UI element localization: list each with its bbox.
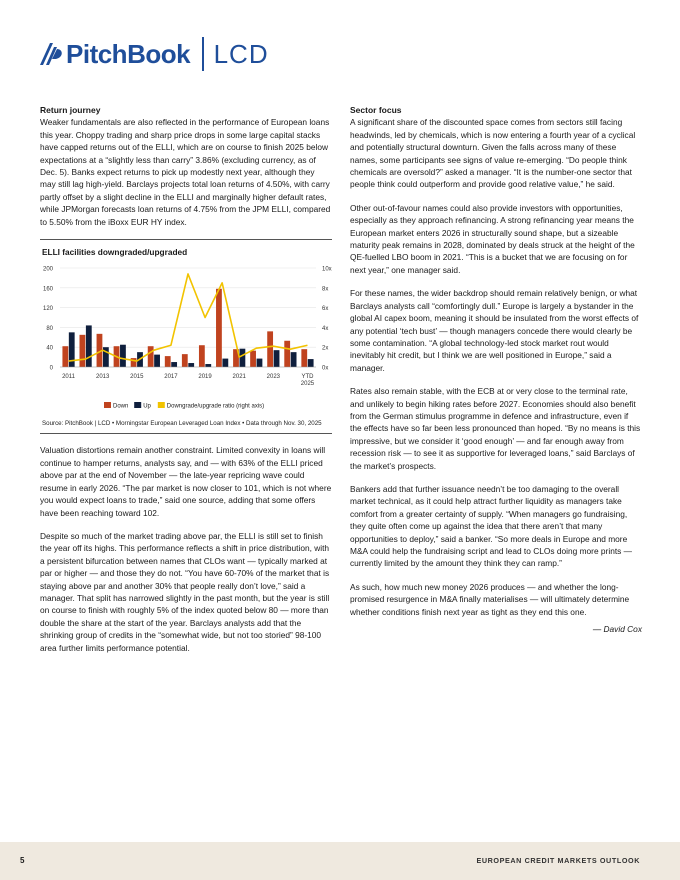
bar-up — [86, 326, 92, 368]
bar-down — [148, 347, 154, 368]
bar-up — [69, 333, 75, 368]
bar-down — [165, 357, 171, 368]
paragraph: Rates also remain stable, with the ECB at or very close to the terminal rate, and unlikely to begin hiking rates before 2027. Economies should also benefit from the German stimulus programme in defence and infrastructure, even if the effects have so far been less pronounced than hoped. “By no means is this impressive, but we consider it ‘good enough’ — and far enough away from recession risk — to see it as supportive for leveraged loans,” said Barclays of the market’s prospects. — [350, 386, 641, 471]
x-axis-tick-label: YTD 2025 — [300, 374, 315, 388]
paragraph: Valuation distortions remain another constraint. Limited convexity in loans will continue to hamper returns, analysts say, and — with 63% of the ELLI priced above par at the end of November — the late-year repricing wave could resume in early 2026. “The par market is now closer to 101, which is not where you would expect loans to trade,” said one source, adding that some offers have been reaching toward 102. — [40, 445, 332, 518]
page-footer — [0, 842, 680, 880]
y-axis-tick-label: 200 — [42, 266, 53, 273]
section-heading-return-journey: Return journey — [40, 105, 101, 115]
legend-label: Down — [113, 403, 129, 410]
chart-plot — [40, 260, 332, 418]
paragraph: A significant share of the discounted space comes from sectors still facing headwinds, led by chemicals, which is now entering a fourth year of a cyclical and potentially structural downturn. Given the falls across many of these names, some participants see signs of value re-emerging. “Do people think chemicals are oversold?” asked a manager. “It is the number-one sector that people think could outperform and provide good relative value,” he said. — [350, 117, 636, 190]
bar-up — [120, 345, 126, 367]
section-heading-sector-focus: Sector focus — [350, 105, 402, 115]
y2-axis-tick-label: 8x — [322, 286, 329, 293]
paragraph: For these names, the wider backdrop should remain relatively benign, or what Barclays analysts call “comfortingly dull.” Europe is largely a bystander in the global AI capex boom, meaning it should be insulated from the worst effects of any potential ‘tech bust’ — though managers concede there would clearly be some contamination. “A global technology-led stock market rout would inevitably hit credit, but I think we are well positioned in Europe,” said a manager. — [350, 288, 639, 373]
x-axis-tick-label: 2017 — [164, 374, 178, 381]
paragraph: Weaker fundamentals are also reflected in the performance of European loans this year. Choppy trading and sharp price drops in some large capital stacks have capped returns out of the ELLI, which are on course to finish 2025 below expectations at a “slightly less than carry” 3.86% (excluding currency, as of Dec. 5). Banks expect returns to pick up modestly next year, although they may still lag high-yield. Barclays projects total loan returns of 4.50%, with carry partly offset by a slight decline in the ELLI and marginally higher default rates, while JPMorgan forecasts loan returns of 4.75% from the JPM ELLI, compared to 5.50% from the iBoxx EUR HY index. — [40, 117, 331, 227]
bar-up — [274, 351, 280, 368]
bar-up — [257, 359, 263, 367]
bar-down — [182, 355, 188, 368]
bar-up — [308, 360, 314, 368]
x-axis-tick-label: 2013 — [95, 374, 110, 381]
paragraph: As such, how much new money 2026 produces — and whether the long-promised resurgence in M&A finally materialises — will ultimately determine whether conditions finish next year as tight as they end this one. — [350, 581, 630, 617]
x-axis-tick-label: 2015 — [130, 374, 144, 381]
chart-figure — [40, 239, 332, 434]
y-axis-tick-label: 120 — [42, 306, 53, 313]
bar-up — [154, 355, 160, 367]
y-axis-tick-label: 0 — [49, 365, 53, 372]
author-byline: — David Cox — [592, 624, 642, 635]
bar-down — [216, 289, 222, 367]
bar-up — [222, 359, 228, 367]
publication-title: EUROPEAN CREDIT MARKETS OUTLOOK — [476, 856, 640, 865]
x-axis-tick-label: 2021 — [232, 374, 246, 381]
y2-axis-tick-label: 2x — [322, 346, 329, 353]
bar-down — [284, 341, 290, 367]
bar-down — [62, 347, 68, 368]
bar-down — [199, 346, 205, 368]
y-axis-tick-label: 40 — [46, 346, 53, 353]
logo-divider — [202, 37, 204, 71]
paragraph: Despite so much of the market trading above par, the ELLI is still set to finish the year off its highs. This performance reflects a shift in price distribution, with a persistent bifurcation between names that CLOs want — typically marked at par or higher — and those they do not. “You have 60-70% of the market that is staying above par and another 30% that people really don’t love,” said a manager. That split has narrowed slightly in the past month, but the year is still on course to finish with roughly 5% of the index quoted below 80 — more than double the share at the start of the year. Barclays analysts add that the shrinking group of credits in the “somewhat wide, but not too storied” 98-100 area further limits performance potential. — [40, 530, 330, 653]
x-axis-tick-label: 2023 — [266, 374, 281, 381]
y2-axis-tick-label: 6x — [322, 306, 329, 313]
legend-swatch — [158, 402, 165, 408]
bar-down — [301, 350, 307, 368]
pitchbook-lcd-logo — [38, 34, 269, 74]
product-name: LCD — [213, 38, 269, 69]
x-axis-tick-label: 2011 — [62, 374, 75, 381]
bar-up — [188, 364, 194, 368]
bar-down — [79, 335, 85, 367]
paragraph: Other out-of-favour names could also provide investors with opportunities, especially as they approach refinancing. A strong refinancing year means the European market enters 2026 in structurally sound shape, but a sizeable maturity peak remains in 2028, dominated by deals struck at the height of the QE-fuelled LBO boom in 2021. “This is a bucket that we are focusing on for next year,” one manager said. — [350, 202, 635, 275]
bar-down — [250, 351, 256, 367]
y-axis-tick-label: 160 — [42, 286, 53, 293]
page-number: 5 — [20, 856, 25, 865]
y2-axis-tick-label: 10x — [322, 266, 332, 273]
bar-up — [291, 353, 297, 368]
y-axis-tick-label: 80 — [46, 326, 53, 333]
y2-axis-tick-label: 0x — [322, 365, 329, 372]
pitchbook-mark-icon — [38, 41, 64, 67]
chart-title: ELLI facilities downgraded/upgraded — [42, 247, 188, 258]
y2-axis-tick-label: 4x — [322, 326, 329, 333]
legend-label: Up — [143, 403, 151, 410]
bar-down — [267, 332, 273, 368]
x-axis-tick-label: 2019 — [198, 374, 212, 381]
bar-up — [205, 364, 211, 367]
left-column — [40, 104, 332, 665]
right-column — [350, 104, 642, 635]
chart-source: Source: PitchBook | LCD • Morningstar European Leveraged Loan Index • Data through Nov. 30, 2025 — [42, 420, 322, 428]
bar-up — [171, 363, 177, 368]
legend-swatch — [134, 402, 141, 408]
legend-swatch — [104, 402, 111, 408]
paragraph: Bankers add that further issuance needn’t be too damaging to the overall market technical, as it could help attract further liquidity as managers take comfort from a greater certainty of supply. “When managers go fundraising, they quite often come up against the idea that there aren’t that many opportunities to deploy,” said a banker. “So more deals in Europe and more M&A could help the fundraising script and lead to CLOs doing more prints — currently limited by the amount they think they can ramp.” — [350, 483, 632, 569]
bar-up — [240, 349, 246, 367]
legend-label: Downgrade/upgrade ratio (right axis) — [166, 403, 265, 410]
brand-name: PitchBook — [66, 38, 191, 69]
